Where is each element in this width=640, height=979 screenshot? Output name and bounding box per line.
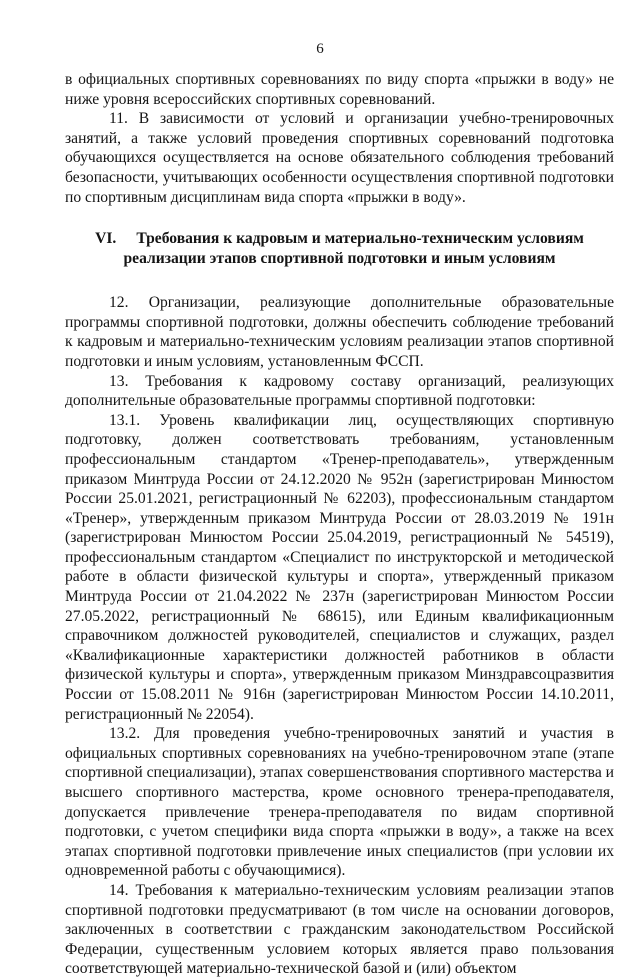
paragraph-13-2: 13.2. Для проведения учебно-тренировочных занятий и участия в официальных спортивных соревнованиях на учебно-тренировочном этапе (этапе спортивной специализации), этапах совершенствования спортивного мастерства и высшего спортивного мастерства, кроме основного тренера-преподавателя, допускается привлечение тренера-преподавателя по видам спортивной подготовки, с учетом специфики вида спорта «прыжки в воду», а также на всех этапах спортивной подготовки привлечение иных специалистов (при условии их одновременной работы с обучающимися). [65,725,614,880]
section-heading-line-1 [65,229,614,249]
section-heading [65,229,614,269]
page-number: 6 [316,41,324,57]
paragraph-13: 13. Требования к кадровому составу организаций, реализующих дополнительные образовательные программы спортивной подготовки: [65,372,614,410]
paragraph-14: 14. Требования к материально-техническим условиям реализации этапов спортивной подготовки предусматривают (в том числе на основании договоров, заключенных в соответствии с гражданским законодательством Российской Федерации, существенным условием которых является право пользования соответствующей материально-технической базой и (или) объектом [65,881,614,978]
paragraph-11: 11. В зависимости от условий и организации учебно-тренировочных занятий, а также условий проведения спортивных соревнований подготовка обучающихся осуществляется на основе обязательного соблюдения требований безопасности, учитывающих особенности осуществления спортивной подготовки по спортивным дисциплинам вида спорта «прыжки в воду». [65,110,614,206]
paragraph-13-1: 13.1. Уровень квалификации лиц, осуществляющих спортивную подготовку, должен соответствовать требованиям, установленным профессиональным стандартом «Тренер-преподаватель», утвержденным приказом Минтруда России от 24.12.2020 № 952н (зарегистрирован Минюстом России 25.01.2021, регистрационный № 62203), профессиональным стандартом «Тренер», утвержденным приказом Минтруда России от 28.03.2019 № 191н (зарегистрирован Минюстом России 25.04.2019, регистрационный № 54519), профессиональным стандартом «Специалист по инструкторской и методической работе в области физической культуры и спорта», утвержденный приказом Минтруда России от 21.04.2022 № 237н (зарегистрирован Минюстом России 27.05.2022, регистрационный № 68615), или Единым квалификационным справочником должностей руководителей, специалистов и служащих, раздел «Квалификационные характеристики должностей работников в области физической культуры и спорта», утвержденным приказом Минздравсоцразвития России от 15.08.2011 № 916н (зарегистрирован Минюстом России 14.10.2011, регистрационный № 22054). [65,411,614,723]
section-title-line-2: реализации этапов спортивной подготовки и иным условиям [123,250,556,268]
section-number: VI. [95,230,117,248]
paragraph-12: 12. Организации, реализующие дополнительные образовательные программы спортивной подготовки, должны обеспечить соблюдение требований к кадровым и материально-техническим условиям реализации этапов спортивной подготовки и иным условиям, установленным ФССП. [65,294,614,370]
paragraph-continuation: в официальных спортивных соревнованиях по виду спорта «прыжки в воду» не ниже уровня всероссийских спортивных соревнований. [65,71,614,108]
document-body [65,70,614,979]
section-title-line-1: Требования к кадровым и материально-техническим условиям [136,230,584,248]
